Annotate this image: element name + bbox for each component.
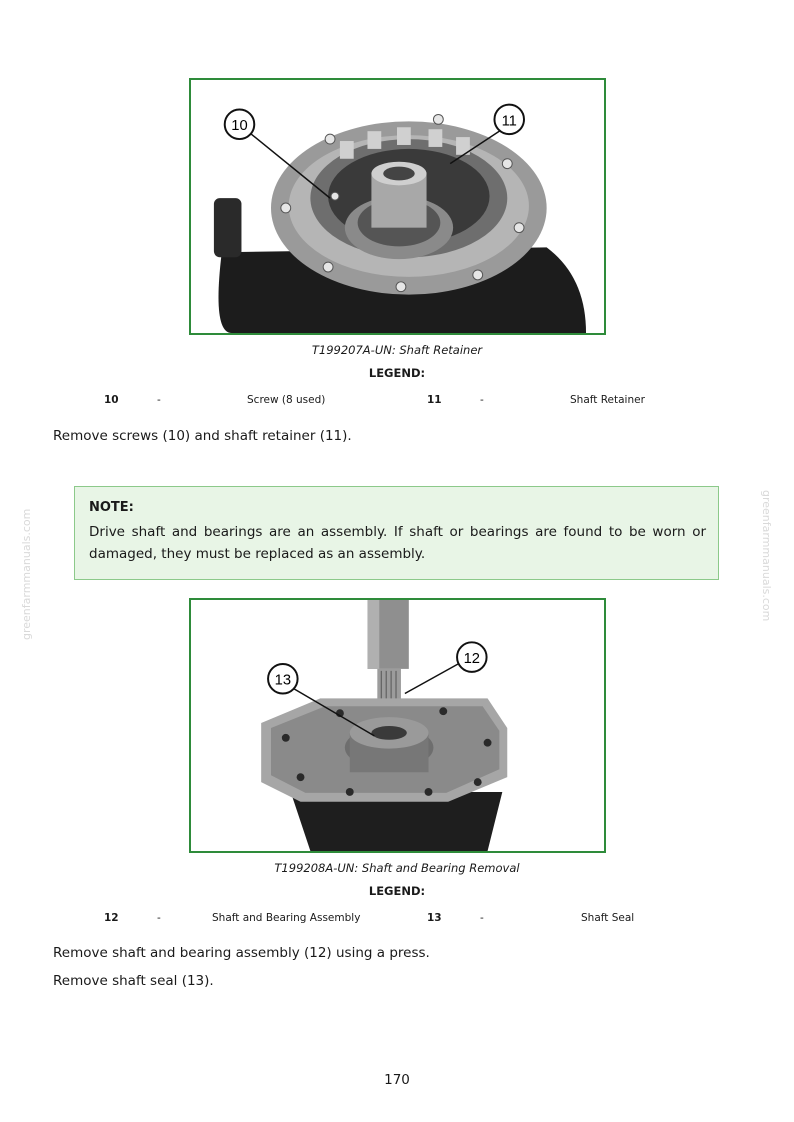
watermark-right: greenfarmmanuals.com <box>760 490 773 622</box>
legend-text: Screw (8 used) <box>247 394 326 406</box>
legend-text: Shaft Seal <box>581 912 635 924</box>
legend-number: 10 <box>104 394 119 406</box>
note-text: Drive shaft and bearings are an assembly. If shaft or bearings are found to be worn or damaged, they must be replaced as an assembly. <box>89 524 706 562</box>
svg-text:12: 12 <box>463 650 481 667</box>
legend-row <box>0 912 794 928</box>
legend-number: 12 <box>104 912 119 924</box>
legend-title: LEGEND: <box>368 366 426 380</box>
svg-text:10: 10 <box>231 118 248 135</box>
callout-11 <box>494 105 524 135</box>
callout-12 <box>457 642 487 672</box>
svg-text:11: 11 <box>501 113 517 130</box>
note-title: NOTE: <box>89 500 134 515</box>
legend-number: 13 <box>427 912 442 924</box>
legend-dash: - <box>157 912 161 924</box>
instruction-text: Remove shaft and bearing assembly (12) using a press. <box>53 945 430 961</box>
legend-dash: - <box>480 912 484 924</box>
legend-dash: - <box>480 394 484 406</box>
figure-shaft-retainer <box>189 78 606 335</box>
instruction-text: Remove shaft seal (13). <box>53 973 214 989</box>
watermark-left: greenfarmmanuals.com <box>20 508 33 640</box>
legend-row <box>0 394 794 410</box>
figure-caption: T199208A-UN: Shaft and Bearing Removal <box>274 861 520 875</box>
shaft-retainer-photo <box>191 80 604 333</box>
legend-title: LEGEND: <box>368 884 426 898</box>
instruction-text: Remove screws (10) and shaft retainer (11). <box>53 428 352 444</box>
svg-text:13: 13 <box>274 672 292 689</box>
figure-caption: T199207A-UN: Shaft Retainer <box>311 343 483 357</box>
callout-13 <box>268 664 298 694</box>
shaft-bearing-removal-photo <box>191 600 604 851</box>
legend-number: 11 <box>427 394 442 406</box>
note-box <box>74 486 719 580</box>
figure-shaft-bearing-removal <box>189 598 606 853</box>
legend-text: Shaft and Bearing Assembly <box>212 912 361 924</box>
page-number: 170 <box>384 1072 410 1088</box>
legend-text: Shaft Retainer <box>570 394 645 406</box>
callout-10 <box>225 110 255 140</box>
legend-dash: - <box>157 394 161 406</box>
